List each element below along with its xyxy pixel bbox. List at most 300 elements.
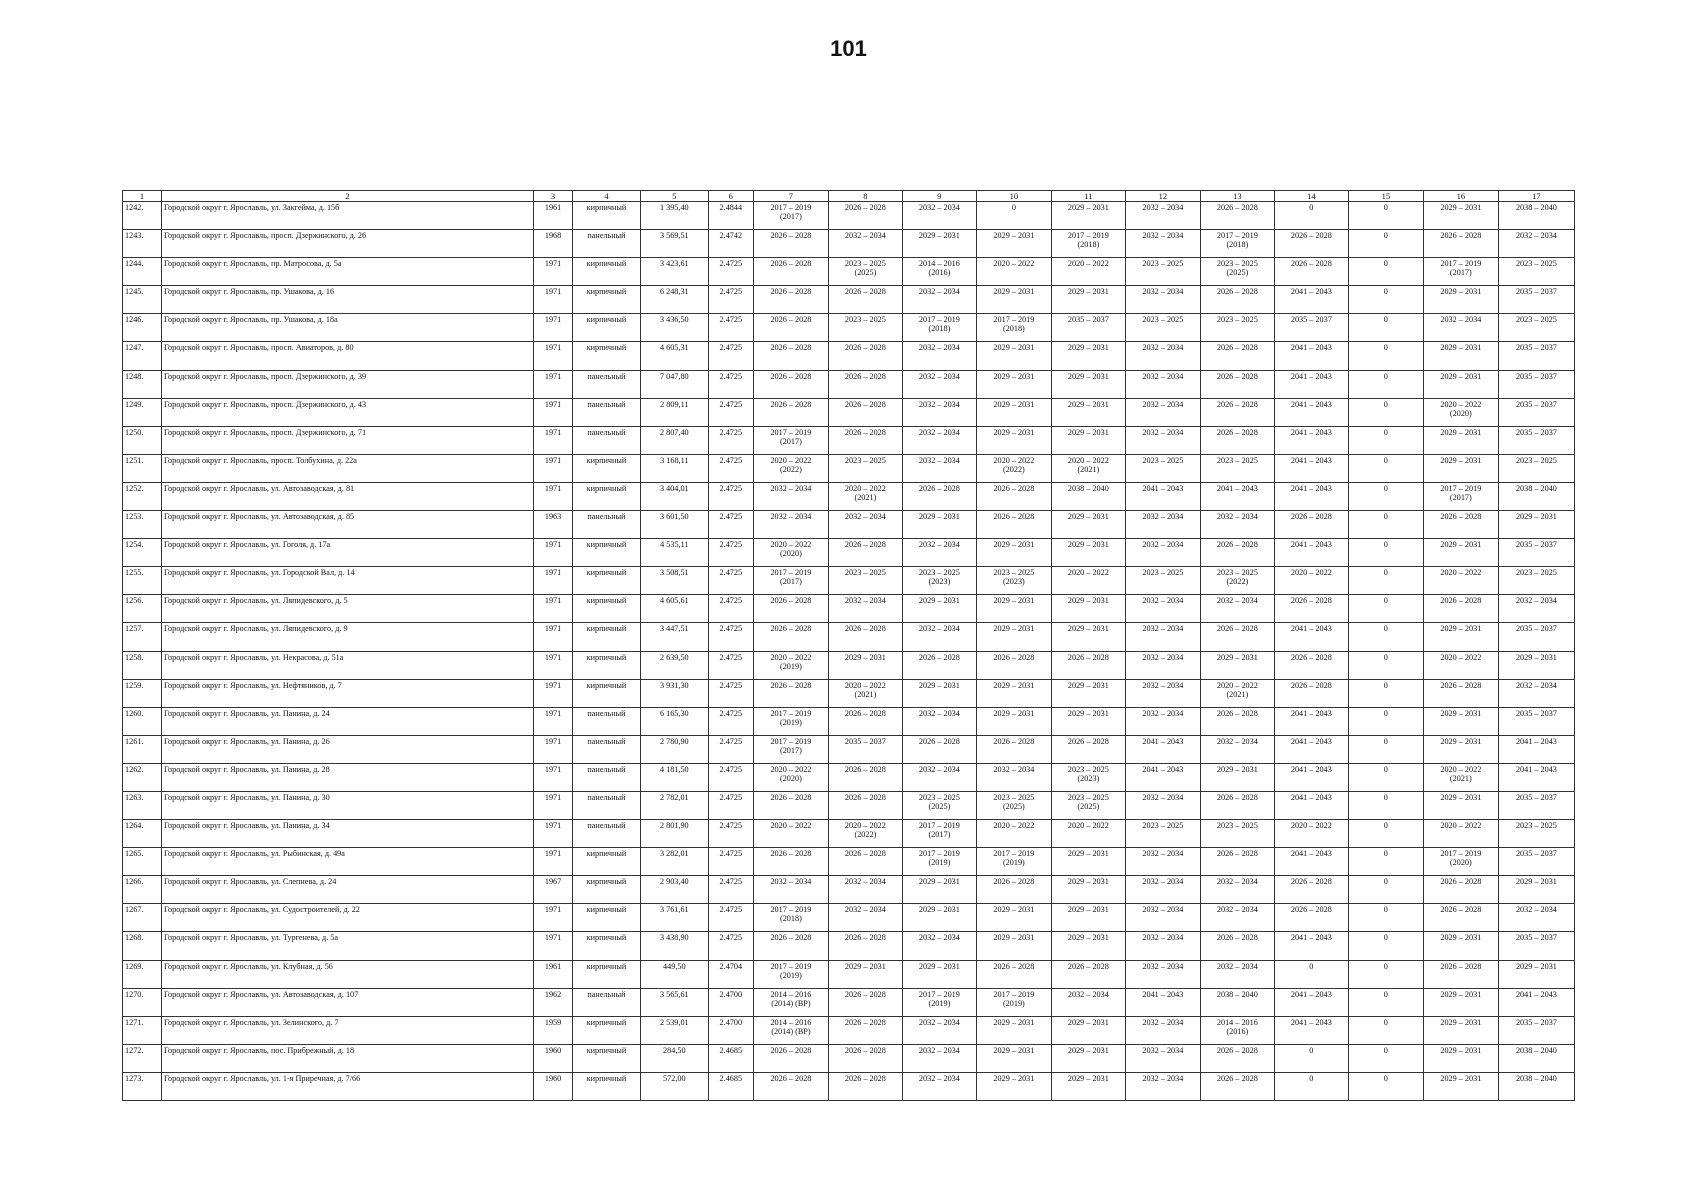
column-header-2: 2 xyxy=(162,191,534,202)
table-cell-col-3: 1961 xyxy=(534,960,573,988)
table-cell-col-10: 2029 – 2031 xyxy=(976,679,1051,707)
table-cell-col-7: 2017 – 2019 (2017) xyxy=(753,202,828,230)
table-cell-col-15: 0 xyxy=(1348,960,1423,988)
table-cell-col-4: кирпичный xyxy=(573,286,641,314)
table-cell-col-2: Городской округ г. Ярославль, ул. Некрасова, д. 51а xyxy=(162,651,534,679)
table-cell-col-9: 2032 – 2034 xyxy=(902,623,976,651)
table-cell-col-1: 1251. xyxy=(123,454,162,482)
table-cell-col-1: 1243. xyxy=(123,230,162,258)
table-cell-col-13: 2026 – 2028 xyxy=(1200,1044,1274,1072)
table-cell-col-16: 2026 – 2028 xyxy=(1423,595,1498,623)
table-cell-col-11: 2029 – 2031 xyxy=(1051,707,1125,735)
table-cell-col-1: 1247. xyxy=(123,342,162,370)
table-cell-col-2: Городской округ г. Ярославль, ул. Гоголя, д. 17а xyxy=(162,539,534,567)
column-header-9: 9 xyxy=(902,191,976,202)
table-cell-col-13: 2026 – 2028 xyxy=(1200,707,1274,735)
table-row xyxy=(123,707,1575,735)
table-cell-col-14: 2041 – 2043 xyxy=(1274,398,1348,426)
table-cell-col-8: 2032 – 2034 xyxy=(828,511,902,539)
table-cell-col-12: 2032 – 2034 xyxy=(1125,848,1200,876)
table-cell-col-11: 2029 – 2031 xyxy=(1051,342,1125,370)
table-cell-col-8: 2032 – 2034 xyxy=(828,876,902,904)
table-cell-col-8: 2023 – 2025 xyxy=(828,567,902,595)
table-row xyxy=(123,679,1575,707)
table-cell-col-9: 2032 – 2034 xyxy=(902,398,976,426)
table-cell-col-11: 2026 – 2028 xyxy=(1051,735,1125,763)
table-cell-col-14: 0 xyxy=(1274,202,1348,230)
table-cell-col-3: 1960 xyxy=(534,1044,573,1072)
table-cell-col-5: 2 801,90 xyxy=(640,820,708,848)
table-cell-col-12: 2023 – 2025 xyxy=(1125,567,1200,595)
table-cell-col-10: 2017 – 2019 (2019) xyxy=(976,848,1051,876)
table-cell-col-17: 2038 – 2040 xyxy=(1498,482,1574,510)
table-cell-col-17: 2032 – 2034 xyxy=(1498,230,1574,258)
table-row xyxy=(123,230,1575,258)
table-cell-col-16: 2029 – 2031 xyxy=(1423,342,1498,370)
table-cell-col-1: 1250. xyxy=(123,426,162,454)
table-cell-col-8: 2032 – 2034 xyxy=(828,595,902,623)
table-cell-col-5: 2 807,40 xyxy=(640,426,708,454)
table-cell-col-16: 2020 – 2022 xyxy=(1423,567,1498,595)
table-cell-col-7: 2020 – 2022 (2022) xyxy=(753,454,828,482)
table-cell-col-7: 2026 – 2028 xyxy=(753,370,828,398)
table-cell-col-1: 1272. xyxy=(123,1044,162,1072)
table-cell-col-12: 2032 – 2034 xyxy=(1125,370,1200,398)
table-cell-col-11: 2023 – 2025 (2023) xyxy=(1051,763,1125,791)
table-cell-col-7: 2032 – 2034 xyxy=(753,876,828,904)
table-row xyxy=(123,454,1575,482)
table-cell-col-17: 2038 – 2040 xyxy=(1498,1072,1574,1100)
table-cell-col-5: 3 436,50 xyxy=(640,314,708,342)
table-cell-col-10: 2029 – 2031 xyxy=(976,398,1051,426)
table-cell-col-7: 2020 – 2022 xyxy=(753,820,828,848)
table-cell-col-2: Городской округ г. Ярославль, ул. Ляпидевского, д. 9 xyxy=(162,623,534,651)
table-cell-col-2: Городской округ г. Ярославль, ул. Клубная, д. 56 xyxy=(162,960,534,988)
table-cell-col-7: 2020 – 2022 (2019) xyxy=(753,651,828,679)
table-cell-col-7: 2026 – 2028 xyxy=(753,314,828,342)
table-cell-col-13: 2029 – 2031 xyxy=(1200,651,1274,679)
table-cell-col-4: кирпичный xyxy=(573,679,641,707)
table-cell-col-3: 1971 xyxy=(534,651,573,679)
table-cell-col-2: Городской округ г. Ярославль, ул. Тургенева, д. 5а xyxy=(162,932,534,960)
table-cell-col-2: Городской округ г. Ярославль, просп. Толбухина, д. 22а xyxy=(162,454,534,482)
table-cell-col-15: 0 xyxy=(1348,763,1423,791)
table-row xyxy=(123,932,1575,960)
table-cell-col-9: 2017 – 2019 (2019) xyxy=(902,988,976,1016)
table-cell-col-11: 2029 – 2031 xyxy=(1051,904,1125,932)
table-row xyxy=(123,791,1575,819)
table-row xyxy=(123,482,1575,510)
table-cell-col-8: 2020 – 2022 (2021) xyxy=(828,482,902,510)
table-cell-col-14: 2026 – 2028 xyxy=(1274,511,1348,539)
table-cell-col-17: 2035 – 2037 xyxy=(1498,932,1574,960)
table-row xyxy=(123,539,1575,567)
table-cell-col-6: 2.4725 xyxy=(708,623,753,651)
table-cell-col-14: 0 xyxy=(1274,1072,1348,1100)
table-row xyxy=(123,1072,1575,1100)
table-cell-col-5: 3 601,50 xyxy=(640,511,708,539)
table-cell-col-7: 2026 – 2028 xyxy=(753,595,828,623)
table-cell-col-11: 2023 – 2025 (2025) xyxy=(1051,791,1125,819)
table-cell-col-13: 2026 – 2028 xyxy=(1200,286,1274,314)
table-cell-col-8: 2026 – 2028 xyxy=(828,342,902,370)
table-cell-col-10: 2029 – 2031 xyxy=(976,426,1051,454)
table-cell-col-4: кирпичный xyxy=(573,623,641,651)
table-cell-col-7: 2026 – 2028 xyxy=(753,398,828,426)
table-cell-col-17: 2038 – 2040 xyxy=(1498,202,1574,230)
table-cell-col-14: 2026 – 2028 xyxy=(1274,651,1348,679)
table-cell-col-12: 2023 – 2025 xyxy=(1125,314,1200,342)
table-cell-col-5: 3 168,11 xyxy=(640,454,708,482)
table-cell-col-6: 2.4725 xyxy=(708,679,753,707)
table-cell-col-8: 2029 – 2031 xyxy=(828,960,902,988)
table-cell-col-14: 2041 – 2043 xyxy=(1274,707,1348,735)
table-cell-col-3: 1971 xyxy=(534,567,573,595)
table-cell-col-15: 0 xyxy=(1348,623,1423,651)
table-cell-col-1: 1256. xyxy=(123,595,162,623)
table-cell-col-13: 2026 – 2028 xyxy=(1200,1072,1274,1100)
table-cell-col-14: 2041 – 2043 xyxy=(1274,1016,1348,1044)
table-cell-col-7: 2014 – 2016 (2014) (ВР) xyxy=(753,1016,828,1044)
table-cell-col-4: кирпичный xyxy=(573,342,641,370)
table-cell-col-11: 2020 – 2022 (2021) xyxy=(1051,454,1125,482)
table-cell-col-13: 2020 – 2022 (2021) xyxy=(1200,679,1274,707)
table-row xyxy=(123,314,1575,342)
table-cell-col-17: 2035 – 2037 xyxy=(1498,791,1574,819)
table-row xyxy=(123,1044,1575,1072)
table-cell-col-11: 2029 – 2031 xyxy=(1051,876,1125,904)
table-cell-col-1: 1258. xyxy=(123,651,162,679)
table-cell-col-10: 2029 – 2031 xyxy=(976,342,1051,370)
table-cell-col-6: 2.4725 xyxy=(708,511,753,539)
column-header-11: 11 xyxy=(1051,191,1125,202)
table-cell-col-5: 3 508,51 xyxy=(640,567,708,595)
table-cell-col-5: 3 404,01 xyxy=(640,482,708,510)
table-cell-col-2: Городской округ г. Ярославль, пос. Прибрежный, д. 18 xyxy=(162,1044,534,1072)
table-cell-col-16: 2029 – 2031 xyxy=(1423,707,1498,735)
table-cell-col-14: 2026 – 2028 xyxy=(1274,230,1348,258)
table-cell-col-1: 1259. xyxy=(123,679,162,707)
table-row xyxy=(123,820,1575,848)
table-cell-col-14: 2026 – 2028 xyxy=(1274,679,1348,707)
table-cell-col-16: 2026 – 2028 xyxy=(1423,960,1498,988)
table-cell-col-5: 6 248,31 xyxy=(640,286,708,314)
table-cell-col-5: 2 903,40 xyxy=(640,876,708,904)
table-cell-col-14: 2041 – 2043 xyxy=(1274,848,1348,876)
table-cell-col-9: 2023 – 2025 (2023) xyxy=(902,567,976,595)
table-cell-col-10: 2023 – 2025 (2025) xyxy=(976,791,1051,819)
table-cell-col-17: 2032 – 2034 xyxy=(1498,679,1574,707)
table-cell-col-4: панельный xyxy=(573,511,641,539)
table-cell-col-8: 2032 – 2034 xyxy=(828,230,902,258)
table-cell-col-4: панельный xyxy=(573,735,641,763)
table-cell-col-6: 2.4725 xyxy=(708,426,753,454)
table-cell-col-7: 2017 – 2019 (2017) xyxy=(753,426,828,454)
table-cell-col-14: 0 xyxy=(1274,1044,1348,1072)
table-cell-col-13: 2032 – 2034 xyxy=(1200,904,1274,932)
table-cell-col-12: 2032 – 2034 xyxy=(1125,707,1200,735)
table-cell-col-6: 2.4725 xyxy=(708,651,753,679)
table-cell-col-17: 2041 – 2043 xyxy=(1498,763,1574,791)
table-cell-col-17: 2032 – 2034 xyxy=(1498,904,1574,932)
table-cell-col-10: 2029 – 2031 xyxy=(976,904,1051,932)
table-cell-col-15: 0 xyxy=(1348,286,1423,314)
table-cell-col-17: 2035 – 2037 xyxy=(1498,370,1574,398)
table-cell-col-12: 2032 – 2034 xyxy=(1125,286,1200,314)
table-cell-col-3: 1971 xyxy=(534,932,573,960)
table-cell-col-5: 1 395,40 xyxy=(640,202,708,230)
table-cell-col-4: кирпичный xyxy=(573,482,641,510)
table-cell-col-9: 2032 – 2034 xyxy=(902,1044,976,1072)
table-cell-col-2: Городской округ г. Ярославль, ул. Слепнева, д. 24 xyxy=(162,876,534,904)
table-cell-col-2: Городской округ г. Ярославль, ул. Автозаводская, д. 107 xyxy=(162,988,534,1016)
table-cell-col-17: 2041 – 2043 xyxy=(1498,735,1574,763)
table-cell-col-15: 0 xyxy=(1348,258,1423,286)
table-cell-col-11: 2029 – 2031 xyxy=(1051,426,1125,454)
table-cell-col-8: 2035 – 2037 xyxy=(828,735,902,763)
table-cell-col-9: 2017 – 2019 (2018) xyxy=(902,314,976,342)
table-cell-col-4: кирпичный xyxy=(573,1016,641,1044)
table-cell-col-17: 2035 – 2037 xyxy=(1498,848,1574,876)
table-cell-col-3: 1971 xyxy=(534,370,573,398)
table-cell-col-1: 1263. xyxy=(123,791,162,819)
table-row xyxy=(123,567,1575,595)
table-cell-col-14: 2020 – 2022 xyxy=(1274,567,1348,595)
table-cell-col-13: 2026 – 2028 xyxy=(1200,370,1274,398)
table-cell-col-8: 2026 – 2028 xyxy=(828,202,902,230)
table-cell-col-5: 2 639,50 xyxy=(640,651,708,679)
table-cell-col-2: Городской округ г. Ярославль, ул. Автозаводская, д. 81 xyxy=(162,482,534,510)
table-cell-col-7: 2014 – 2016 (2014) (ВР) xyxy=(753,988,828,1016)
table-cell-col-10: 2029 – 2031 xyxy=(976,595,1051,623)
table-cell-col-14: 2026 – 2028 xyxy=(1274,876,1348,904)
table-cell-col-6: 2.4725 xyxy=(708,398,753,426)
table-cell-col-4: кирпичный xyxy=(573,651,641,679)
table-cell-col-2: Городской округ г. Ярославль, просп. Дзержинского, д. 71 xyxy=(162,426,534,454)
table-cell-col-5: 4 181,50 xyxy=(640,763,708,791)
register-sheet xyxy=(122,190,1575,1101)
table-cell-col-12: 2041 – 2043 xyxy=(1125,482,1200,510)
table-cell-col-12: 2032 – 2034 xyxy=(1125,398,1200,426)
table-cell-col-16: 2026 – 2028 xyxy=(1423,230,1498,258)
table-cell-col-2: Городской округ г. Ярославль, ул. Панина, д. 26 xyxy=(162,735,534,763)
table-cell-col-13: 2026 – 2028 xyxy=(1200,426,1274,454)
table-cell-col-14: 2041 – 2043 xyxy=(1274,763,1348,791)
table-cell-col-2: Городской округ г. Ярославль, ул. Панина, д. 28 xyxy=(162,763,534,791)
table-cell-col-6: 2.4725 xyxy=(708,539,753,567)
table-cell-col-17: 2029 – 2031 xyxy=(1498,511,1574,539)
table-cell-col-12: 2032 – 2034 xyxy=(1125,651,1200,679)
table-cell-col-17: 2023 – 2025 xyxy=(1498,820,1574,848)
table-cell-col-14: 2026 – 2028 xyxy=(1274,595,1348,623)
table-cell-col-16: 2029 – 2031 xyxy=(1423,988,1498,1016)
table-cell-col-8: 2026 – 2028 xyxy=(828,286,902,314)
table-cell-col-6: 2.4725 xyxy=(708,735,753,763)
table-cell-col-9: 2032 – 2034 xyxy=(902,932,976,960)
table-cell-col-1: 1262. xyxy=(123,763,162,791)
column-header-1: 1 xyxy=(123,191,162,202)
table-cell-col-10: 2029 – 2031 xyxy=(976,932,1051,960)
table-cell-col-7: 2026 – 2028 xyxy=(753,623,828,651)
table-cell-col-16: 2029 – 2031 xyxy=(1423,623,1498,651)
table-cell-col-5: 3 569,51 xyxy=(640,230,708,258)
table-cell-col-6: 2.4725 xyxy=(708,258,753,286)
table-cell-col-3: 1971 xyxy=(534,286,573,314)
table-cell-col-2: Городской округ г. Ярославль, ул. Панина, д. 34 xyxy=(162,820,534,848)
table-cell-col-17: 2035 – 2037 xyxy=(1498,286,1574,314)
table-cell-col-13: 2026 – 2028 xyxy=(1200,539,1274,567)
table-cell-col-17: 2035 – 2037 xyxy=(1498,623,1574,651)
table-cell-col-2: Городской округ г. Ярославль, ул. Панина, д. 24 xyxy=(162,707,534,735)
table-cell-col-1: 1246. xyxy=(123,314,162,342)
table-row xyxy=(123,258,1575,286)
table-cell-col-14: 2035 – 2037 xyxy=(1274,314,1348,342)
table-cell-col-14: 2041 – 2043 xyxy=(1274,370,1348,398)
table-cell-col-15: 0 xyxy=(1348,791,1423,819)
table-cell-col-8: 2026 – 2028 xyxy=(828,426,902,454)
table-cell-col-16: 2029 – 2031 xyxy=(1423,1044,1498,1072)
table-cell-col-8: 2026 – 2028 xyxy=(828,791,902,819)
table-row xyxy=(123,1016,1575,1044)
table-cell-col-1: 1244. xyxy=(123,258,162,286)
table-cell-col-11: 2020 – 2022 xyxy=(1051,567,1125,595)
table-cell-col-17: 2035 – 2037 xyxy=(1498,539,1574,567)
table-cell-col-7: 2026 – 2028 xyxy=(753,1072,828,1100)
table-cell-col-13: 2026 – 2028 xyxy=(1200,791,1274,819)
table-cell-col-9: 2026 – 2028 xyxy=(902,651,976,679)
table-cell-col-11: 2026 – 2028 xyxy=(1051,960,1125,988)
table-cell-col-12: 2032 – 2034 xyxy=(1125,623,1200,651)
table-cell-col-6: 2.4725 xyxy=(708,791,753,819)
table-cell-col-9: 2029 – 2031 xyxy=(902,595,976,623)
table-cell-col-15: 0 xyxy=(1348,398,1423,426)
table-cell-col-2: Городской округ г. Ярославль, ул. Закгейма, д. 15б xyxy=(162,202,534,230)
table-cell-col-8: 2026 – 2028 xyxy=(828,370,902,398)
table-cell-col-16: 2029 – 2031 xyxy=(1423,370,1498,398)
table-cell-col-16: 2029 – 2031 xyxy=(1423,791,1498,819)
table-cell-col-17: 2035 – 2037 xyxy=(1498,398,1574,426)
table-row xyxy=(123,988,1575,1016)
table-cell-col-10: 2029 – 2031 xyxy=(976,370,1051,398)
table-cell-col-9: 2032 – 2034 xyxy=(902,370,976,398)
table-cell-col-10: 0 xyxy=(976,202,1051,230)
column-header-14: 14 xyxy=(1274,191,1348,202)
table-cell-col-15: 0 xyxy=(1348,426,1423,454)
table-cell-col-15: 0 xyxy=(1348,679,1423,707)
table-cell-col-2: Городской округ г. Ярославль, ул. Автозаводская, д. 85 xyxy=(162,511,534,539)
table-cell-col-11: 2032 – 2034 xyxy=(1051,988,1125,1016)
table-cell-col-16: 2032 – 2034 xyxy=(1423,314,1498,342)
table-cell-col-12: 2032 – 2034 xyxy=(1125,960,1200,988)
table-cell-col-2: Городской округ г. Ярославль, просп. Дзержинского, д. 39 xyxy=(162,370,534,398)
table-cell-col-8: 2026 – 2028 xyxy=(828,1016,902,1044)
table-cell-col-3: 1971 xyxy=(534,848,573,876)
table-cell-col-10: 2026 – 2028 xyxy=(976,651,1051,679)
table-cell-col-10: 2029 – 2031 xyxy=(976,623,1051,651)
table-cell-col-5: 3 761,61 xyxy=(640,904,708,932)
table-row xyxy=(123,370,1575,398)
table-cell-col-2: Городской округ г. Ярославль, пр. Ушакова, д. 16 xyxy=(162,286,534,314)
table-cell-col-5: 4 605,31 xyxy=(640,342,708,370)
table-cell-col-14: 2041 – 2043 xyxy=(1274,791,1348,819)
table-cell-col-13: 2026 – 2028 xyxy=(1200,623,1274,651)
table-row xyxy=(123,342,1575,370)
table-cell-col-9: 2026 – 2028 xyxy=(902,735,976,763)
table-cell-col-2: Городской округ г. Ярославль, ул. 1-я Приречная, д. 7/66 xyxy=(162,1072,534,1100)
table-cell-col-16: 2029 – 2031 xyxy=(1423,1016,1498,1044)
table-cell-col-12: 2041 – 2043 xyxy=(1125,735,1200,763)
table-cell-col-12: 2032 – 2034 xyxy=(1125,202,1200,230)
table-cell-col-3: 1971 xyxy=(534,904,573,932)
table-cell-col-13: 2032 – 2034 xyxy=(1200,511,1274,539)
table-cell-col-11: 2029 – 2031 xyxy=(1051,1016,1125,1044)
table-cell-col-13: 2032 – 2034 xyxy=(1200,595,1274,623)
table-cell-col-16: 2026 – 2028 xyxy=(1423,679,1498,707)
table-cell-col-12: 2032 – 2034 xyxy=(1125,511,1200,539)
table-cell-col-12: 2032 – 2034 xyxy=(1125,876,1200,904)
table-cell-col-8: 2029 – 2031 xyxy=(828,651,902,679)
table-cell-col-5: 3 931,30 xyxy=(640,679,708,707)
table-cell-col-9: 2029 – 2031 xyxy=(902,230,976,258)
table-cell-col-1: 1252. xyxy=(123,482,162,510)
table-cell-col-15: 0 xyxy=(1348,707,1423,735)
table-cell-col-13: 2032 – 2034 xyxy=(1200,960,1274,988)
table-cell-col-1: 1268. xyxy=(123,932,162,960)
table-cell-col-17: 2029 – 2031 xyxy=(1498,651,1574,679)
table-cell-col-13: 2023 – 2025 xyxy=(1200,820,1274,848)
table-cell-col-17: 2038 – 2040 xyxy=(1498,1044,1574,1072)
table-cell-col-10: 2029 – 2031 xyxy=(976,539,1051,567)
table-cell-col-4: кирпичный xyxy=(573,202,641,230)
table-cell-col-1: 1261. xyxy=(123,735,162,763)
table-cell-col-4: панельный xyxy=(573,763,641,791)
table-cell-col-16: 2017 – 2019 (2020) xyxy=(1423,848,1498,876)
table-row xyxy=(123,876,1575,904)
table-cell-col-8: 2026 – 2028 xyxy=(828,623,902,651)
table-cell-col-9: 2017 – 2019 (2019) xyxy=(902,848,976,876)
table-cell-col-5: 3 565,61 xyxy=(640,988,708,1016)
table-cell-col-3: 1963 xyxy=(534,511,573,539)
table-cell-col-5: 2 782,01 xyxy=(640,791,708,819)
table-cell-col-16: 2020 – 2022 (2021) xyxy=(1423,763,1498,791)
table-row xyxy=(123,595,1575,623)
table-cell-col-10: 2032 – 2034 xyxy=(976,763,1051,791)
table-cell-col-11: 2029 – 2031 xyxy=(1051,286,1125,314)
table-cell-col-14: 0 xyxy=(1274,960,1348,988)
table-cell-col-4: кирпичный xyxy=(573,454,641,482)
table-cell-col-11: 2029 – 2031 xyxy=(1051,539,1125,567)
table-cell-col-2: Городской округ г. Ярославль, пр. Матросова, д. 5а xyxy=(162,258,534,286)
column-header-12: 12 xyxy=(1125,191,1200,202)
table-cell-col-5: 2 809,11 xyxy=(640,398,708,426)
table-cell-col-11: 2029 – 2031 xyxy=(1051,370,1125,398)
table-cell-col-14: 2041 – 2043 xyxy=(1274,426,1348,454)
table-cell-col-8: 2026 – 2028 xyxy=(828,988,902,1016)
table-cell-col-6: 2.4725 xyxy=(708,763,753,791)
table-cell-col-2: Городской округ г. Ярославль, ул. Нефтяников, д. 7 xyxy=(162,679,534,707)
table-cell-col-7: 2017 – 2019 (2019) xyxy=(753,707,828,735)
table-cell-col-8: 2020 – 2022 (2021) xyxy=(828,679,902,707)
table-cell-col-8: 2032 – 2034 xyxy=(828,904,902,932)
table-cell-col-5: 7 047,80 xyxy=(640,370,708,398)
table-cell-col-11: 2017 – 2019 (2018) xyxy=(1051,230,1125,258)
table-cell-col-13: 2014 – 2016 (2016) xyxy=(1200,1016,1274,1044)
table-cell-col-12: 2032 – 2034 xyxy=(1125,342,1200,370)
table-cell-col-8: 2026 – 2028 xyxy=(828,1044,902,1072)
table-cell-col-6: 2.4844 xyxy=(708,202,753,230)
table-cell-col-11: 2029 – 2031 xyxy=(1051,1044,1125,1072)
table-cell-col-13: 2029 – 2031 xyxy=(1200,763,1274,791)
